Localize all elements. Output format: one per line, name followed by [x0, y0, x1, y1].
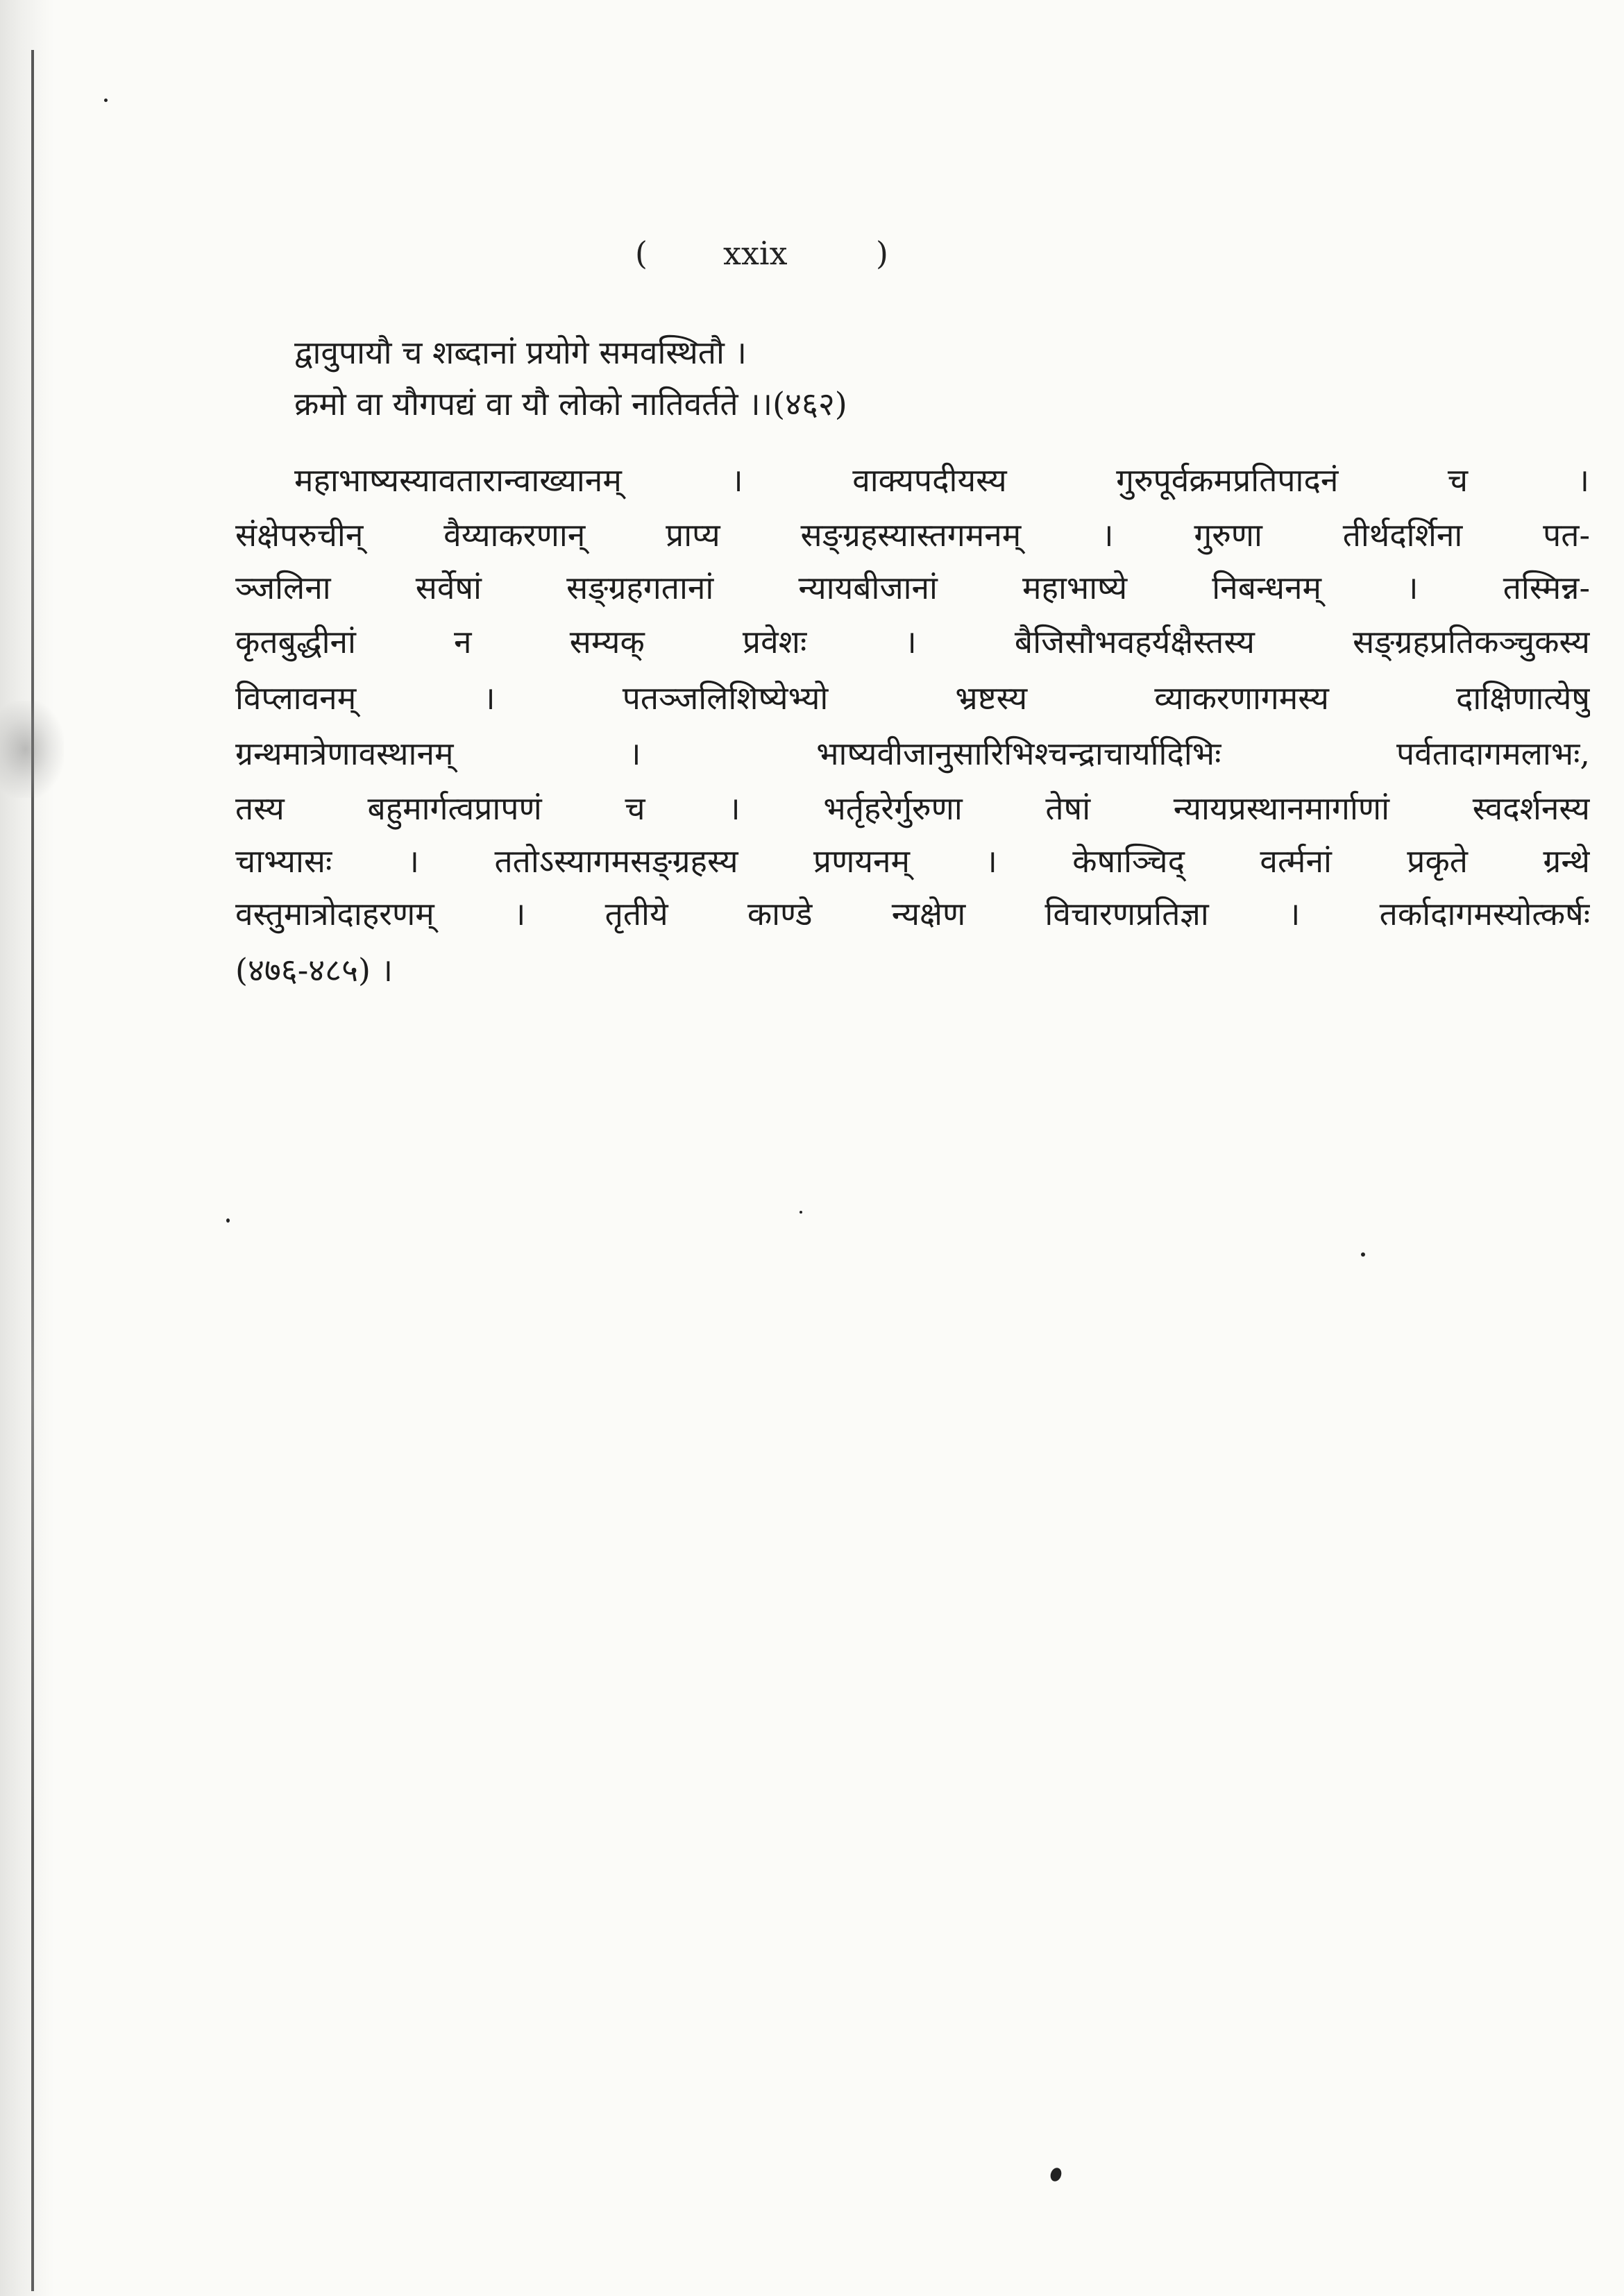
verse-line: द्वावुपायौ च शब्दानां प्रयोगे समवस्थितौ ।: [294, 334, 747, 371]
scan-speck: [104, 99, 108, 102]
summary-line: कृतबुद्धीनां न सम्यक् प्रवेशः । बैजिसौभवहर्यक्षैस्तस्य सङ्ग्रहप्रतिकञ्चुकस्य: [235, 623, 1590, 661]
scan-speck: [1049, 2166, 1063, 2183]
scan-speck: [800, 1211, 802, 1214]
scan-speck: [1361, 1252, 1365, 1257]
summary-line: महाभाष्यस्यावतारान्वाख्यानम् । वाक्यपदीयस्य गुरुपूर्वक्रमप्रतिपादनं च ।: [294, 461, 1589, 499]
summary-line: वस्तुमात्रोदाहरणम् । तृतीये काण्डे न्यक्षेण विचारणप्रतिज्ञा । तर्कादागमस्योत्कर्षः: [235, 895, 1590, 933]
summary-line: विप्लावनम् । पतञ्जलिशिष्येभ्यो भ्रष्टस्य व्याकरणागमस्य दाक्षिणात्येषु: [235, 679, 1590, 717]
page-number: xxix: [723, 235, 788, 272]
summary-line: ग्रन्थमात्रेणावस्थानम् । भाष्यवीजानुसारिभिश्चन्द्राचार्यादिभिः पर्वतादागमलाभः,: [235, 735, 1590, 772]
binding-edge-shadow: [0, 0, 54, 2296]
summary-line: तस्य बहुमार्गत्वप्रापणं च । भर्तृहरेर्गुरुणा तेषां न्यायप्रस्थानमार्गाणां स्वदर्शनस्य: [235, 790, 1590, 827]
page-number-open-paren: (: [635, 235, 648, 272]
summary-line: ञ्जलिना सर्वेषां सङ्ग्रहगतानां न्यायबीजानां महाभाष्ये निबन्धनम् । तस्मिन्न-: [235, 569, 1590, 606]
page-number-close-paren: ): [876, 235, 888, 272]
verse-line: क्रमो वा यौगपद्यं वा यौ लोको नातिवर्तते ।।(४६२): [294, 385, 847, 423]
summary-line-reference: (४७६-४८५) ।: [235, 951, 394, 989]
scan-speck: [226, 1218, 230, 1223]
summary-line: संक्षेपरुचीन् वैय्याकरणान् प्राप्य सङ्ग्रहस्यास्तगमनम् । गुरुणा तीर्थदर्शिना पत-: [235, 516, 1590, 554]
binding-edge-line: [31, 50, 34, 2291]
binding-edge-blot: [0, 701, 64, 798]
summary-line: चाभ्यासः । ततोऽस्यागमसङ्ग्रहस्य प्रणयनम् । केषाञ्चिद् वर्त्मनां प्रकृते ग्रन्थे: [235, 842, 1590, 880]
